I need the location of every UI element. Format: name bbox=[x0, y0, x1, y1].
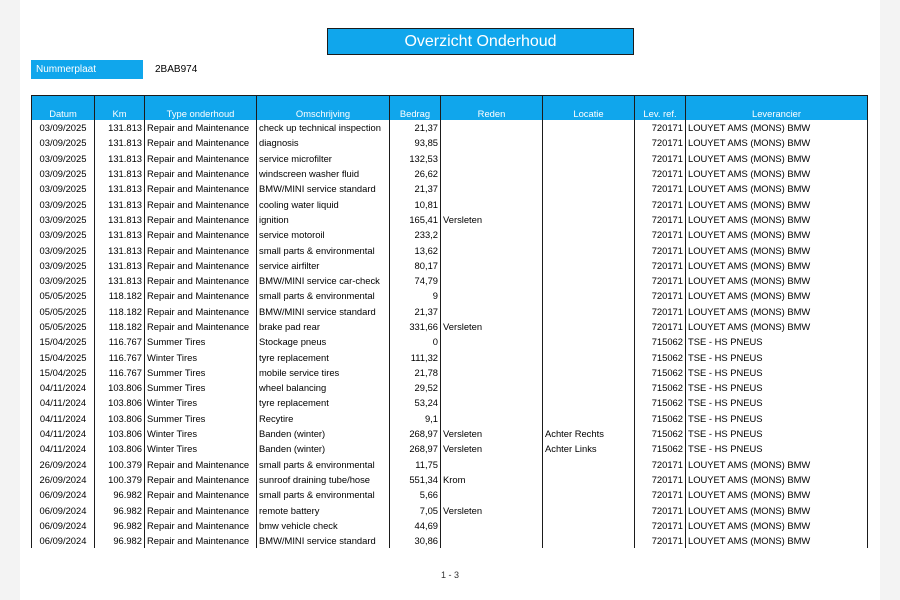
table-row bbox=[32, 181, 868, 196]
cell-bedrag: 5,66 bbox=[390, 487, 441, 502]
cell-bedrag: 29,52 bbox=[390, 380, 441, 395]
cell-type: Winter Tires bbox=[145, 426, 257, 441]
cell-omschrijving: service motoroil bbox=[257, 227, 390, 242]
cell-bedrag: 268,97 bbox=[390, 426, 441, 441]
cell-bedrag: 21,37 bbox=[390, 120, 441, 135]
table-row bbox=[32, 334, 868, 349]
cell-reden bbox=[441, 349, 543, 364]
cell-locatie bbox=[543, 196, 635, 211]
cell-locatie bbox=[543, 533, 635, 548]
cell-km: 96.982 bbox=[95, 487, 145, 502]
cell-bedrag: 10,81 bbox=[390, 196, 441, 211]
cell-type: Summer Tires bbox=[145, 365, 257, 380]
cell-km: 131.813 bbox=[95, 135, 145, 150]
cell-omschrijving: BMW/MINI service standard bbox=[257, 304, 390, 319]
table-row bbox=[32, 472, 868, 487]
cell-omschrijving: tyre replacement bbox=[257, 395, 390, 410]
cell-type: Summer Tires bbox=[145, 380, 257, 395]
cell-leverancier: TSE - HS PNEUS bbox=[686, 349, 868, 364]
cell-bedrag: 74,79 bbox=[390, 273, 441, 288]
cell-datum: 03/09/2025 bbox=[32, 273, 95, 288]
cell-locatie bbox=[543, 135, 635, 150]
cell-omschrijving: bmw vehicle check bbox=[257, 518, 390, 533]
cell-leverancier: LOUYET AMS (MONS) BMW bbox=[686, 166, 868, 181]
cell-lev-ref: 720171 bbox=[635, 502, 686, 517]
cell-omschrijving: ignition bbox=[257, 212, 390, 227]
cell-bedrag: 111,32 bbox=[390, 349, 441, 364]
cell-km: 103.806 bbox=[95, 380, 145, 395]
cell-bedrag: 551,34 bbox=[390, 472, 441, 487]
cell-lev-ref: 715062 bbox=[635, 441, 686, 456]
cell-type: Repair and Maintenance bbox=[145, 533, 257, 548]
cell-lev-ref: 720171 bbox=[635, 135, 686, 150]
cell-lev-ref: 720171 bbox=[635, 181, 686, 196]
cell-datum: 03/09/2025 bbox=[32, 120, 95, 135]
table-row bbox=[32, 411, 868, 426]
cell-locatie bbox=[543, 319, 635, 334]
cell-bedrag: 21,37 bbox=[390, 304, 441, 319]
cell-lev-ref: 720171 bbox=[635, 472, 686, 487]
cell-leverancier: TSE - HS PNEUS bbox=[686, 441, 868, 456]
cell-type: Repair and Maintenance bbox=[145, 151, 257, 166]
cell-lev-ref: 715062 bbox=[635, 365, 686, 380]
col-header-locatie: Locatie bbox=[543, 106, 635, 120]
cell-datum: 15/04/2025 bbox=[32, 365, 95, 380]
cell-leverancier: LOUYET AMS (MONS) BMW bbox=[686, 502, 868, 517]
cell-type: Summer Tires bbox=[145, 411, 257, 426]
cell-reden bbox=[441, 135, 543, 150]
cell-omschrijving: BMW/MINI service car-check bbox=[257, 273, 390, 288]
cell-type: Repair and Maintenance bbox=[145, 319, 257, 334]
cell-omschrijving: mobile service tires bbox=[257, 365, 390, 380]
cell-datum: 03/09/2025 bbox=[32, 135, 95, 150]
cell-lev-ref: 720171 bbox=[635, 212, 686, 227]
cell-lev-ref: 720171 bbox=[635, 227, 686, 242]
cell-km: 116.767 bbox=[95, 365, 145, 380]
cell-datum: 04/11/2024 bbox=[32, 441, 95, 456]
cell-datum: 26/09/2024 bbox=[32, 472, 95, 487]
cell-locatie bbox=[543, 120, 635, 135]
table-row bbox=[32, 502, 868, 517]
cell-leverancier: TSE - HS PNEUS bbox=[686, 395, 868, 410]
table-header bbox=[32, 106, 868, 120]
cell-omschrijving: small parts & environmental bbox=[257, 457, 390, 472]
cell-km: 100.379 bbox=[95, 457, 145, 472]
cell-lev-ref: 720171 bbox=[635, 319, 686, 334]
cell-bedrag: 233,2 bbox=[390, 227, 441, 242]
cell-reden bbox=[441, 258, 543, 273]
cell-lev-ref: 715062 bbox=[635, 395, 686, 410]
cell-omschrijving: Stockage pneus bbox=[257, 334, 390, 349]
cell-datum: 26/09/2024 bbox=[32, 457, 95, 472]
cell-reden bbox=[441, 273, 543, 288]
cell-datum: 03/09/2025 bbox=[32, 151, 95, 166]
cell-type: Repair and Maintenance bbox=[145, 487, 257, 502]
cell-bedrag: 132,53 bbox=[390, 151, 441, 166]
col-header-omschrijving: Omschrijving bbox=[257, 106, 390, 120]
cell-type: Repair and Maintenance bbox=[145, 227, 257, 242]
cell-leverancier: TSE - HS PNEUS bbox=[686, 426, 868, 441]
cell-bedrag: 11,75 bbox=[390, 457, 441, 472]
cell-leverancier: LOUYET AMS (MONS) BMW bbox=[686, 181, 868, 196]
table-row bbox=[32, 151, 868, 166]
cell-leverancier: LOUYET AMS (MONS) BMW bbox=[686, 304, 868, 319]
cell-bedrag: 268,97 bbox=[390, 441, 441, 456]
cell-locatie bbox=[543, 151, 635, 166]
maintenance-table bbox=[31, 95, 868, 548]
plate-value: 2BAB974 bbox=[155, 64, 198, 75]
cell-type: Winter Tires bbox=[145, 395, 257, 410]
cell-locatie bbox=[543, 227, 635, 242]
cell-km: 96.982 bbox=[95, 533, 145, 548]
cell-km: 131.813 bbox=[95, 273, 145, 288]
cell-type: Repair and Maintenance bbox=[145, 166, 257, 181]
cell-omschrijving: windscreen washer fluid bbox=[257, 166, 390, 181]
cell-lev-ref: 715062 bbox=[635, 334, 686, 349]
cell-bedrag: 21,37 bbox=[390, 181, 441, 196]
cell-bedrag: 165,41 bbox=[390, 212, 441, 227]
cell-type: Repair and Maintenance bbox=[145, 135, 257, 150]
cell-leverancier: TSE - HS PNEUS bbox=[686, 411, 868, 426]
cell-datum: 05/05/2025 bbox=[32, 304, 95, 319]
table-row bbox=[32, 487, 868, 502]
cell-reden: Versleten bbox=[441, 502, 543, 517]
table-row bbox=[32, 441, 868, 456]
cell-lev-ref: 715062 bbox=[635, 380, 686, 395]
cell-locatie: Achter Rechts bbox=[543, 426, 635, 441]
table-row bbox=[32, 395, 868, 410]
cell-reden bbox=[441, 457, 543, 472]
cell-reden: Krom bbox=[441, 472, 543, 487]
cell-type: Repair and Maintenance bbox=[145, 196, 257, 211]
table-body bbox=[32, 120, 868, 548]
cell-km: 103.806 bbox=[95, 426, 145, 441]
cell-leverancier: LOUYET AMS (MONS) BMW bbox=[686, 196, 868, 211]
page-margin-left bbox=[0, 0, 20, 600]
col-header-reden: Reden bbox=[441, 106, 543, 120]
cell-type: Winter Tires bbox=[145, 441, 257, 456]
cell-locatie bbox=[543, 349, 635, 364]
table-row bbox=[32, 135, 868, 150]
table-row bbox=[32, 319, 868, 334]
cell-lev-ref: 720171 bbox=[635, 304, 686, 319]
cell-omschrijving: BMW/MINI service standard bbox=[257, 533, 390, 548]
cell-reden bbox=[441, 518, 543, 533]
table-row bbox=[32, 518, 868, 533]
cell-lev-ref: 720171 bbox=[635, 196, 686, 211]
cell-reden bbox=[441, 380, 543, 395]
cell-reden bbox=[441, 533, 543, 548]
cell-locatie bbox=[543, 258, 635, 273]
cell-reden: Versleten bbox=[441, 319, 543, 334]
cell-datum: 06/09/2024 bbox=[32, 518, 95, 533]
cell-reden bbox=[441, 166, 543, 181]
cell-omschrijving: check up technical inspection bbox=[257, 120, 390, 135]
cell-bedrag: 53,24 bbox=[390, 395, 441, 410]
cell-datum: 15/04/2025 bbox=[32, 334, 95, 349]
cell-omschrijving: BMW/MINI service standard bbox=[257, 181, 390, 196]
cell-leverancier: LOUYET AMS (MONS) BMW bbox=[686, 258, 868, 273]
cell-type: Repair and Maintenance bbox=[145, 120, 257, 135]
cell-locatie bbox=[543, 518, 635, 533]
cell-omschrijving: brake pad rear bbox=[257, 319, 390, 334]
col-header-km: Km bbox=[95, 106, 145, 120]
cell-omschrijving: Recytire bbox=[257, 411, 390, 426]
col-header-datum: Datum bbox=[32, 106, 95, 120]
page-number: 1 - 3 bbox=[440, 570, 459, 580]
cell-reden bbox=[441, 365, 543, 380]
cell-leverancier: LOUYET AMS (MONS) BMW bbox=[686, 242, 868, 257]
cell-omschrijving: service airfilter bbox=[257, 258, 390, 273]
cell-locatie: Achter Links bbox=[543, 441, 635, 456]
cell-bedrag: 30,86 bbox=[390, 533, 441, 548]
table-header-spacer bbox=[32, 96, 868, 107]
cell-lev-ref: 720171 bbox=[635, 242, 686, 257]
cell-bedrag: 80,17 bbox=[390, 258, 441, 273]
cell-leverancier: LOUYET AMS (MONS) BMW bbox=[686, 533, 868, 548]
cell-locatie bbox=[543, 304, 635, 319]
cell-locatie bbox=[543, 380, 635, 395]
cell-reden bbox=[441, 120, 543, 135]
cell-reden: Versleten bbox=[441, 426, 543, 441]
table-row bbox=[32, 212, 868, 227]
cell-km: 96.982 bbox=[95, 502, 145, 517]
cell-reden bbox=[441, 181, 543, 196]
cell-datum: 03/09/2025 bbox=[32, 212, 95, 227]
cell-km: 131.813 bbox=[95, 120, 145, 135]
cell-bedrag: 21,78 bbox=[390, 365, 441, 380]
cell-lev-ref: 720171 bbox=[635, 258, 686, 273]
cell-bedrag: 9 bbox=[390, 288, 441, 303]
cell-bedrag: 0 bbox=[390, 334, 441, 349]
cell-type: Repair and Maintenance bbox=[145, 242, 257, 257]
cell-datum: 03/09/2025 bbox=[32, 181, 95, 196]
cell-km: 103.806 bbox=[95, 441, 145, 456]
cell-leverancier: LOUYET AMS (MONS) BMW bbox=[686, 120, 868, 135]
cell-datum: 04/11/2024 bbox=[32, 426, 95, 441]
cell-omschrijving: small parts & environmental bbox=[257, 242, 390, 257]
table-row bbox=[32, 304, 868, 319]
cell-km: 103.806 bbox=[95, 411, 145, 426]
cell-km: 116.767 bbox=[95, 349, 145, 364]
cell-datum: 06/09/2024 bbox=[32, 502, 95, 517]
cell-locatie bbox=[543, 457, 635, 472]
cell-leverancier: LOUYET AMS (MONS) BMW bbox=[686, 212, 868, 227]
cell-reden bbox=[441, 288, 543, 303]
cell-leverancier: LOUYET AMS (MONS) BMW bbox=[686, 487, 868, 502]
cell-omschrijving: Banden (winter) bbox=[257, 426, 390, 441]
cell-locatie bbox=[543, 212, 635, 227]
cell-omschrijving: small parts & environmental bbox=[257, 288, 390, 303]
cell-omschrijving: cooling water liquid bbox=[257, 196, 390, 211]
cell-lev-ref: 720171 bbox=[635, 518, 686, 533]
cell-type: Repair and Maintenance bbox=[145, 518, 257, 533]
cell-km: 131.813 bbox=[95, 212, 145, 227]
cell-bedrag: 44,69 bbox=[390, 518, 441, 533]
cell-leverancier: LOUYET AMS (MONS) BMW bbox=[686, 518, 868, 533]
cell-reden bbox=[441, 227, 543, 242]
cell-leverancier: TSE - HS PNEUS bbox=[686, 334, 868, 349]
col-header-lev-ref: Lev. ref. bbox=[635, 106, 686, 120]
cell-bedrag: 13,62 bbox=[390, 242, 441, 257]
cell-omschrijving: sunroof draining tube/hose bbox=[257, 472, 390, 487]
cell-lev-ref: 720171 bbox=[635, 273, 686, 288]
cell-km: 100.379 bbox=[95, 472, 145, 487]
cell-bedrag: 7,05 bbox=[390, 502, 441, 517]
cell-datum: 06/09/2024 bbox=[32, 533, 95, 548]
cell-omschrijving: tyre replacement bbox=[257, 349, 390, 364]
cell-datum: 05/05/2025 bbox=[32, 319, 95, 334]
cell-leverancier: LOUYET AMS (MONS) BMW bbox=[686, 457, 868, 472]
cell-reden bbox=[441, 334, 543, 349]
cell-leverancier: LOUYET AMS (MONS) BMW bbox=[686, 319, 868, 334]
table-row bbox=[32, 196, 868, 211]
cell-reden bbox=[441, 395, 543, 410]
cell-locatie bbox=[543, 273, 635, 288]
plate-label: Nummerplaat bbox=[31, 60, 143, 79]
page-title: Overzicht Onderhoud bbox=[327, 28, 634, 55]
cell-lev-ref: 720171 bbox=[635, 120, 686, 135]
cell-locatie bbox=[543, 288, 635, 303]
cell-type: Repair and Maintenance bbox=[145, 502, 257, 517]
cell-km: 131.813 bbox=[95, 242, 145, 257]
cell-locatie bbox=[543, 242, 635, 257]
cell-datum: 03/09/2025 bbox=[32, 196, 95, 211]
table-row bbox=[32, 166, 868, 181]
cell-omschrijving: remote battery bbox=[257, 502, 390, 517]
cell-reden bbox=[441, 411, 543, 426]
table-row bbox=[32, 120, 868, 135]
cell-km: 131.813 bbox=[95, 227, 145, 242]
cell-locatie bbox=[543, 181, 635, 196]
table-row bbox=[32, 365, 868, 380]
cell-lev-ref: 715062 bbox=[635, 426, 686, 441]
cell-leverancier: LOUYET AMS (MONS) BMW bbox=[686, 227, 868, 242]
cell-lev-ref: 720171 bbox=[635, 487, 686, 502]
cell-bedrag: 9,1 bbox=[390, 411, 441, 426]
cell-locatie bbox=[543, 166, 635, 181]
cell-lev-ref: 720171 bbox=[635, 533, 686, 548]
cell-km: 131.813 bbox=[95, 181, 145, 196]
cell-reden: Versleten bbox=[441, 212, 543, 227]
cell-type: Repair and Maintenance bbox=[145, 304, 257, 319]
table-row bbox=[32, 288, 868, 303]
cell-datum: 15/04/2025 bbox=[32, 349, 95, 364]
cell-locatie bbox=[543, 395, 635, 410]
cell-leverancier: TSE - HS PNEUS bbox=[686, 380, 868, 395]
table-row bbox=[32, 258, 868, 273]
cell-omschrijving: service microfilter bbox=[257, 151, 390, 166]
table-row bbox=[32, 227, 868, 242]
cell-km: 118.182 bbox=[95, 319, 145, 334]
table-row bbox=[32, 273, 868, 288]
cell-leverancier: LOUYET AMS (MONS) BMW bbox=[686, 151, 868, 166]
table-row bbox=[32, 349, 868, 364]
cell-datum: 03/09/2025 bbox=[32, 242, 95, 257]
cell-type: Repair and Maintenance bbox=[145, 181, 257, 196]
col-header-leverancier: Leverancier bbox=[686, 106, 868, 120]
cell-locatie bbox=[543, 472, 635, 487]
cell-leverancier: LOUYET AMS (MONS) BMW bbox=[686, 273, 868, 288]
cell-omschrijving: wheel balancing bbox=[257, 380, 390, 395]
cell-leverancier: LOUYET AMS (MONS) BMW bbox=[686, 472, 868, 487]
cell-locatie bbox=[543, 334, 635, 349]
col-header-bedrag: Bedrag bbox=[390, 106, 441, 120]
table-row bbox=[32, 533, 868, 548]
cell-km: 131.813 bbox=[95, 151, 145, 166]
cell-datum: 06/09/2024 bbox=[32, 487, 95, 502]
cell-type: Winter Tires bbox=[145, 349, 257, 364]
cell-km: 103.806 bbox=[95, 395, 145, 410]
cell-type: Repair and Maintenance bbox=[145, 472, 257, 487]
cell-lev-ref: 720171 bbox=[635, 166, 686, 181]
cell-datum: 03/09/2025 bbox=[32, 227, 95, 242]
cell-reden bbox=[441, 151, 543, 166]
cell-type: Repair and Maintenance bbox=[145, 457, 257, 472]
cell-omschrijving: small parts & environmental bbox=[257, 487, 390, 502]
col-header-type: Type onderhoud bbox=[145, 106, 257, 120]
cell-reden bbox=[441, 242, 543, 257]
cell-leverancier: TSE - HS PNEUS bbox=[686, 365, 868, 380]
cell-reden bbox=[441, 487, 543, 502]
cell-lev-ref: 715062 bbox=[635, 349, 686, 364]
cell-type: Repair and Maintenance bbox=[145, 273, 257, 288]
cell-km: 96.982 bbox=[95, 518, 145, 533]
cell-reden: Versleten bbox=[441, 441, 543, 456]
cell-datum: 03/09/2025 bbox=[32, 166, 95, 181]
cell-locatie bbox=[543, 365, 635, 380]
cell-reden bbox=[441, 304, 543, 319]
cell-omschrijving: diagnosis bbox=[257, 135, 390, 150]
cell-type: Repair and Maintenance bbox=[145, 258, 257, 273]
cell-leverancier: LOUYET AMS (MONS) BMW bbox=[686, 288, 868, 303]
cell-datum: 04/11/2024 bbox=[32, 380, 95, 395]
cell-datum: 04/11/2024 bbox=[32, 395, 95, 410]
cell-locatie bbox=[543, 487, 635, 502]
cell-km: 131.813 bbox=[95, 258, 145, 273]
cell-type: Repair and Maintenance bbox=[145, 212, 257, 227]
cell-bedrag: 331,66 bbox=[390, 319, 441, 334]
cell-bedrag: 26,62 bbox=[390, 166, 441, 181]
cell-locatie bbox=[543, 502, 635, 517]
cell-km: 131.813 bbox=[95, 196, 145, 211]
table-row bbox=[32, 242, 868, 257]
cell-type: Repair and Maintenance bbox=[145, 288, 257, 303]
cell-lev-ref: 715062 bbox=[635, 411, 686, 426]
page-margin-right bbox=[880, 0, 900, 600]
cell-datum: 03/09/2025 bbox=[32, 258, 95, 273]
cell-lev-ref: 720171 bbox=[635, 151, 686, 166]
table-row bbox=[32, 426, 868, 441]
cell-locatie bbox=[543, 411, 635, 426]
cell-km: 118.182 bbox=[95, 288, 145, 303]
table-row bbox=[32, 380, 868, 395]
table-row bbox=[32, 457, 868, 472]
cell-lev-ref: 720171 bbox=[635, 457, 686, 472]
cell-bedrag: 93,85 bbox=[390, 135, 441, 150]
cell-lev-ref: 720171 bbox=[635, 288, 686, 303]
cell-leverancier: LOUYET AMS (MONS) BMW bbox=[686, 135, 868, 150]
cell-type: Summer Tires bbox=[145, 334, 257, 349]
cell-km: 116.767 bbox=[95, 334, 145, 349]
cell-datum: 05/05/2025 bbox=[32, 288, 95, 303]
cell-reden bbox=[441, 196, 543, 211]
cell-km: 118.182 bbox=[95, 304, 145, 319]
cell-km: 131.813 bbox=[95, 166, 145, 181]
cell-datum: 04/11/2024 bbox=[32, 411, 95, 426]
cell-omschrijving: Banden (winter) bbox=[257, 441, 390, 456]
